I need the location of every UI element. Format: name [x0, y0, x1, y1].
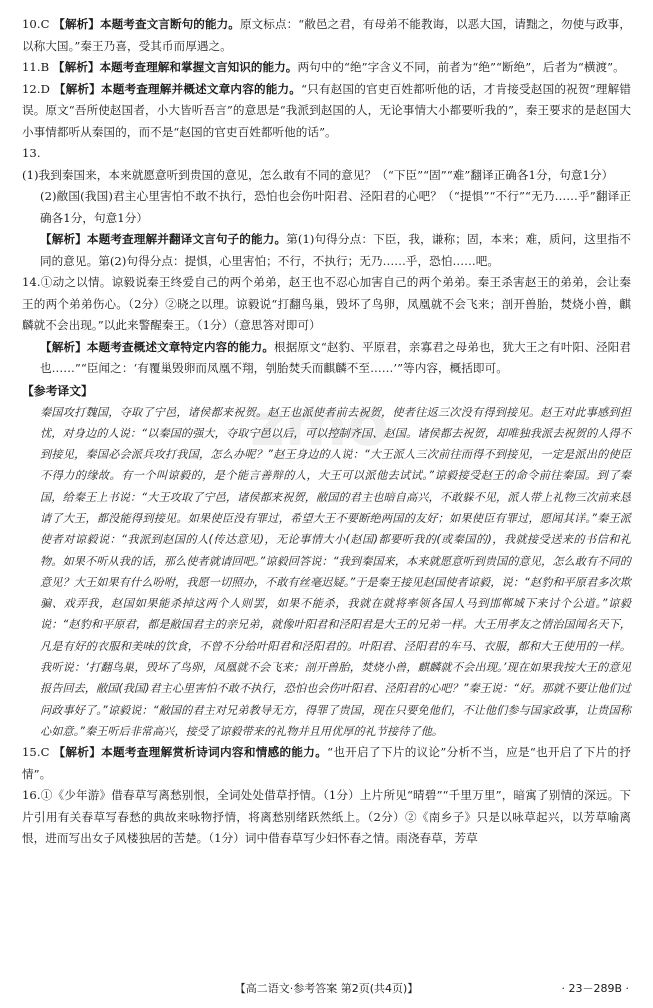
item-13-analysis — [22, 229, 631, 272]
translation-title: 【参考译文】 — [22, 383, 93, 398]
analysis-tag: 【解析】 — [53, 745, 102, 760]
item-answer: C — [40, 745, 50, 760]
item-answer: C — [40, 17, 50, 31]
analysis-lead: 本题考查概述文章特定内容的能力。 — [86, 339, 275, 354]
analysis-lead: 本题考查理解并概述文章内容的能力。 — [100, 81, 302, 96]
item-13-sub1 — [22, 143, 631, 186]
analysis-lead: 本题考查文言断句的能力。 — [99, 17, 240, 31]
analysis-tag: 【解析】 — [53, 17, 100, 31]
item-16 — [22, 785, 631, 850]
item-14-analysis — [22, 337, 631, 380]
item-number: 16. — [22, 788, 41, 803]
analysis-lead: 本题考查理解赏析诗词内容和情感的能力。 — [101, 745, 328, 760]
item-number: 12. — [22, 81, 41, 96]
footer-page-label: 【高二语文·参考答案 第2页(共4页)】 — [234, 982, 419, 995]
analysis-tag: 【解析】 — [40, 339, 87, 354]
footer-code: · 23－289B · — [561, 982, 629, 995]
item-11 — [22, 57, 631, 79]
item-number: 11. — [22, 60, 41, 74]
analysis-lead: 本题考查理解和掌握文言知识的能力。 — [99, 60, 298, 74]
item-number: 15. — [22, 745, 41, 760]
analysis-tag: 【解析】 — [40, 232, 87, 246]
analysis-body: 原文标点：“敝邑之君，有母弟不能教诲，以恶大国，请黜之，勿使与政事，以称大国。”秦王乃喜，受其币而厚遇之。 — [22, 17, 631, 53]
item-answer: ①《少年游》借春草写离愁别恨，全词处处借草抒情。（1分）上片所见“晴碧”“千里万里”，暗寓了别情的深远。下片引用有关春草写春愁的典故来咏物抒情，将离愁别绪跃然纸上。（2分）②《南乡子》只是以咏草起兴，以芳草喻离恨，进而写出女子风楼独居的苦楚。（1分）词中借春草写少妇怀春之情。雨浇春草，芳草 — [22, 788, 631, 846]
item-15 — [22, 742, 631, 785]
item-14 — [22, 272, 631, 337]
item-number: 13. — [22, 146, 41, 160]
analysis-body: “只有赵国的官吏百姓都听他的话，才肯接受赵国的祝贺”理解错误。原文“吾所使赵国者，小大皆听吾言”的意思是“我派到赵国的人，无论事情大小都要听我的”，秦王要求的是赵国大小事情都听从秦国的，而不是“赵国的官吏百姓都听他的话”。 — [22, 81, 631, 139]
sub-answer-2: (2)敝国(我国)君主心里害怕不敢不执行，恐怕也会伤叶阳君、泾阳君的心吧？（“提惧”“不行”“无乃……乎”翻译正确各1分，句意1分） — [40, 189, 631, 225]
item-number: 10. — [22, 17, 41, 31]
watermark-logo-icon: zmo — [250, 390, 389, 460]
sub-answer-1: (1)我到秦国来，本来就愿意听到贵国的意见，怎么敢有不同的意见？（“下臣”“固”“难”翻译正确各1分，句意1分） — [22, 167, 614, 182]
analysis-tag: 【解析】 — [53, 81, 101, 96]
item-answer: ①动之以情。谅毅说秦王终爱自己的两个弟弟，赵王也不忍心加害自己的两个弟弟。秦王杀害赵王的弟弟，会让秦王的两个弟弟伤心。（2分）②晓之以理。谅毅说“打翻鸟巢，毁坏了鸟卵，凤凰就不会飞来；剖开兽胎，焚烧小兽，麒麟就不会出现。”以此来警醒秦王。（1分）（意思答对即可） — [22, 275, 631, 332]
analysis-lead: 本题考查理解并翻译文言句子的能力。 — [86, 232, 287, 246]
item-10 — [22, 14, 631, 57]
page-footer — [0, 978, 653, 1000]
analysis-tag: 【解析】 — [52, 60, 100, 74]
translation-text: 秦国攻打魏国，夺取了宁邑，诸侯都来祝贺。赵王也派使者前去祝贺，使者往返三次没有得到接见。赵王对此事感到担忧，对身边的人说：“以秦国的强大，夺取宁邑以后，可以控制齐国、赵国。诸侯都去祝贺，却唯独我派去祝贺的人得不到接见，秦国必会派兵攻打我国，怎么办呢？”赵王身边的人说：“大王派人三次前往而得不到接见，一定是派出的使臣不得力的缘故。有一个叫谅毅的，是个能言善辩的人，大王可以派他去试试。”谅毅接受赵王的命令前往秦国。到了秦国，给秦王上书说：“大王攻取了宁邑，诸侯都来祝贺，敝国的君主也暗自高兴，不敢躲不见，派人带上礼物三次前来恳请了大王，都没能得到接见。如果使臣没有罪过，希望大王不要断绝两国的友好；如果使臣有罪过，愿闻其详。”秦王派使者对谅毅说：“我派到赵国的人(传达意见)，无论事情大小(赵国)都要听我的(或秦国的)，我就接受送来的书信和礼物。如果不听从我的话，那么使者就请回吧。”谅毅回答说：“我到秦国来，本来就愿意听到贵国的意见，怎么敢有不同的意见？大王如果有什么吩咐，我愿一切照办，不敢有丝毫迟疑。”于是秦王接见赵国使者谅毅，说：“赵豹和平原君多次欺骗、戏弄我，赵国如果能杀掉这两个人则罢，如果不能杀，我就在就将率领各国人马到邯郸城下来讨个公道。”谅毅说：“赵豹和平原君，都是敝国君主的亲兄弟，就像叶阳君和泾阳君是大王的兄弟一样。大王用孝友之情治国闻名天下，凡是有好的衣服和美味的饮食，不曾不分给叶阳君和泾阳君的。叶阳君、泾阳君的车马、衣服，都和大王使用的一样。我听说：‘打翻鸟巢，毁坏了鸟卵，凤凰就不会飞来；剖开兽胎，焚烧小兽，麒麟就不会出现。’现在如果我按大王的意见报告回去，敝国(我国)君主心里害怕不敢不执行，恐怕也会伤叶阳君、泾阳君的心吧？”秦王说：“好。那就不要让他们过问政事好了。”谅毅说：“敝国的君主对兄弟教导无方，得罪了贵国，现在只要免他们，不让他们参与国家政事，让贵国称心如意。”秦王听后非常高兴，接受了谅毅带来的礼物并且用优厚的礼节接待了他。 — [40, 405, 631, 738]
item-number: 14. — [22, 275, 41, 289]
analysis-body: 根据原文“赵豹、平原君，亲寡君之母弟也，犹大王之有叶阳、泾阳君也……”“臣闻之：‘有覆巢毁卵而凤凰不翔，刳胎焚夭而麒麟不至……’”等内容，概括即可。 — [40, 339, 631, 375]
item-13-sub2 — [22, 186, 631, 229]
analysis-body: 第(1)句得分点：下臣，我，谦称；固，本来；难，质问，这里指不同的意见。第(2)句得分点：提惧，心里害怕；不行，不执行；无乃……乎，恐怕……吧。 — [40, 232, 631, 268]
item-answer: B — [40, 60, 50, 74]
analysis-body: 两句中的“绝”字含义不同，前者为“绝”“断绝”，后者为“横渡”。 — [297, 60, 625, 74]
item-12 — [22, 79, 631, 144]
item-answer: D — [40, 81, 50, 96]
analysis-body: “也开启了下片的议论”分析不当，应是“也开启了下片的抒情”。 — [22, 745, 631, 781]
